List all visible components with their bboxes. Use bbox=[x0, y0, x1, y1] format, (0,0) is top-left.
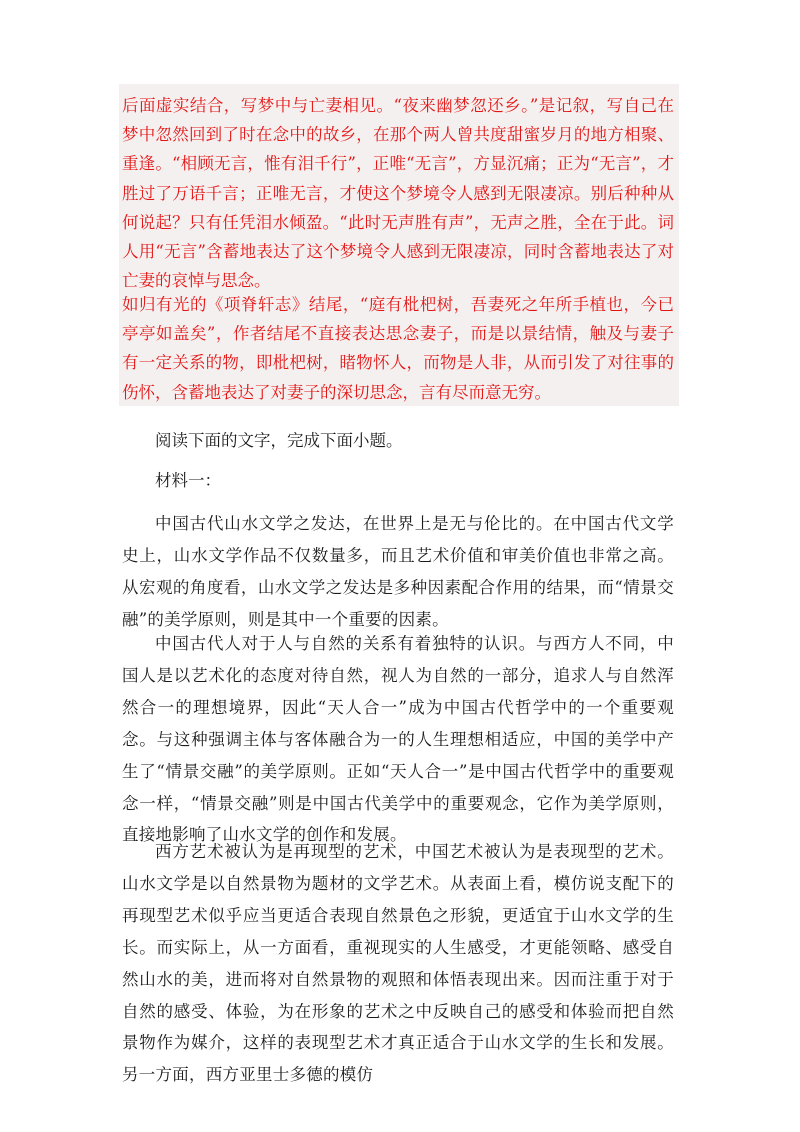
material-paragraph-3: 西方艺术被认为是再现型的艺术，中国艺术被认为是表现型的艺术。山水文学是以自然景物为题材的文学艺术。从表面上看，模仿说支配下的再现型艺术似乎应当更适合表现自然景色之形貌，更适宜于山水文学的生长。而实际上，从一方面看，重视现实的人生感受，才更能领略、感受自然山水的美，进而将对自然景物的观照和体悟表现出来。因而注重于对于自然的感受、体验，为在形象的艺术之中反映自己的感受和体验而把自然景物作为媒介，这样的表现型艺术才真正适合于山水文学的生长和发展。另一方面，西方亚里士多德的模仿 bbox=[122, 842, 674, 1085]
answer-paragraph-2: 如归有光的《项脊轩志》结尾，“庭有枇杷树，吾妻死之年所手植也，今已亭亭如盖矣”，作者结尾不直接表达思念妻子，而是以景结情，触及与妻子有一定关系的物，即枇杷树，睹物怀人，而物是人非，从而引发了对往事的伤怀，含蓄地表达了对妻子的深切思念，言有尽而意无穷。 bbox=[122, 295, 674, 402]
material-label: 材料一： bbox=[155, 471, 221, 490]
instruction-text: 阅读下面的文字，完成下面小题。 bbox=[155, 431, 403, 450]
answer-paragraph-1: 后面虚实结合，写梦中与亡妻相见。“夜来幽梦忽还乡。”是记叙，写自己在梦中忽然回到了时在念中的故乡，在那个两人曾共度甜蜜岁月的地方相聚、重逢。“相顾无言，惟有泪千行”，正唯“无言”，方显沉痛；正为“无言”，才胜过了万语千言；正唯无言，才使这个梦境令人感到无限凄凉。别后种种从何说起？只有任凭泪水倾盈。“此时无声胜有声”，无声之胜，全在于此。词人用“无言”含蓄地表达了这个梦境令人感到无限凄凉，同时含蓄地表达了对亡妻的哀悼与思念。 bbox=[122, 96, 674, 291]
material-paragraph-2: 中国古代人对于人与自然的关系有着独特的认识。与西方人不同，中国人是以艺术化的态度对待自然，视人为自然的一部分，追求人与自然浑然合一的理想境界，因此“天人合一”成为中国古代哲学中的一个重要观念。与这种强调主体与客体融合为一的人生理想相适应，中国的美学中产生了“情景交融”的美学原则。正如“天人合一”是中国古代哲学中的重要观念一样，“情景交融”则是中国古代美学中的重要观念，它作为美学原则，直接地影响了山水文学的创作和发展。 bbox=[122, 634, 674, 845]
material-paragraph-1: 中国古代山水文学之发达，在世界上是无与伦比的。在中国古代文学史上，山水文学作品不仅数量多，而且艺术价值和审美价值也非常之高。从宏观的角度看，山水文学之发达是多种因素配合作用的结果，而“情景交融”的美学原则，则是其中一个重要的因素。 bbox=[122, 514, 674, 629]
